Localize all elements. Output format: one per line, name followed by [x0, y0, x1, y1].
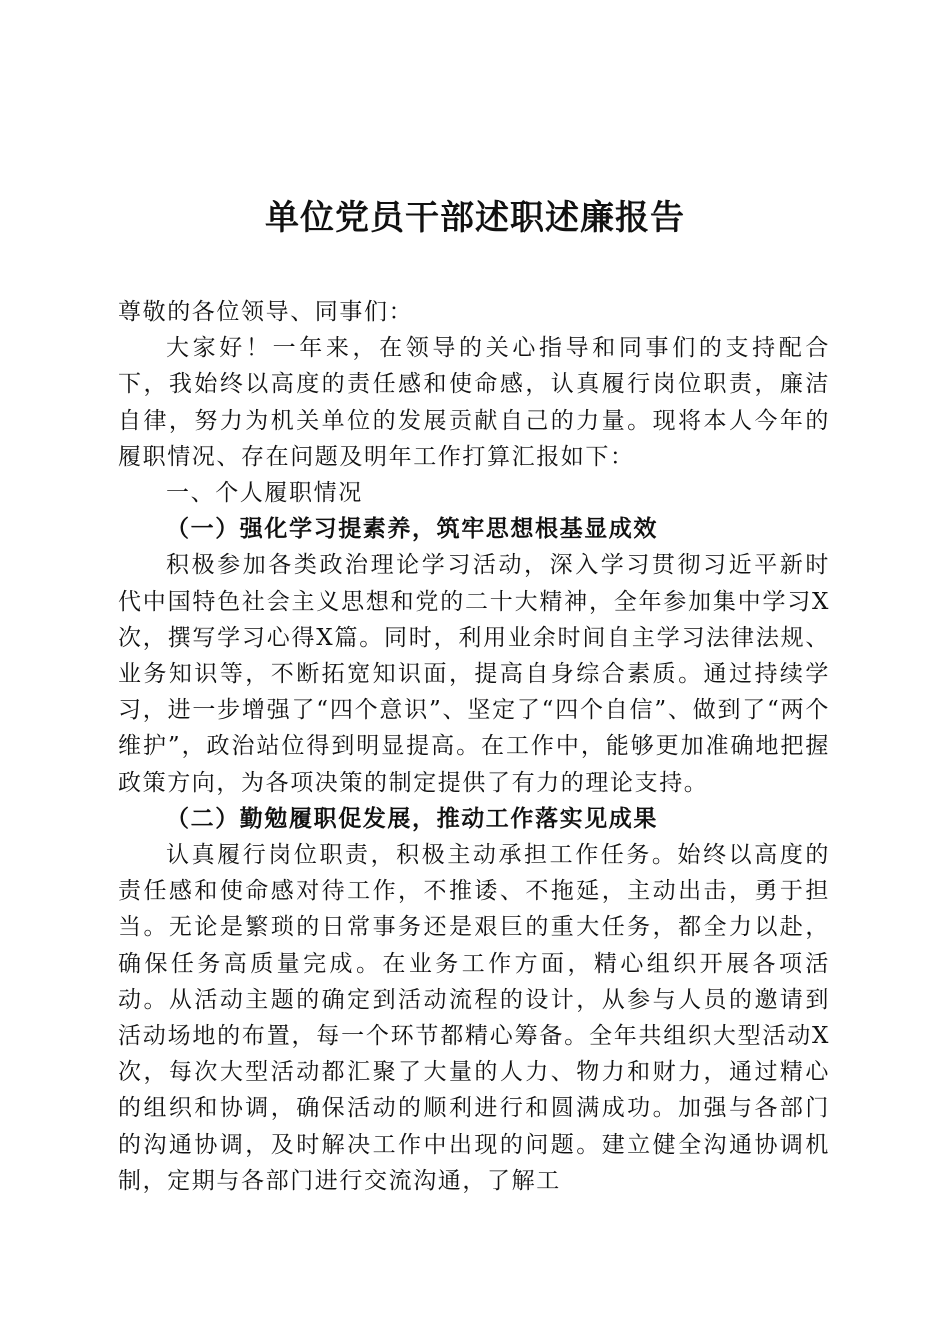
body-paragraph: 积极参加各类政治理论学习活动，深入学习贯彻习近平新时代中国特色社会主义思想和党的二十大精神，全年参加集中学习X次，撰写学习心得X篇。同时，利用业余时间自主学习法律法规、业务知识等，不断拓宽知识面，提高自身综合素质。通过持续学习，进一步增强了“四个意识”、坚定了“四个自信”、做到了“两个维护”，政治站位得到明显提高。在工作中，能够更加准确地把握政策方向，为各项决策的制定提供了有力的理论支持。 [118, 552, 830, 796]
section-heading: 一、个人履职情况 [166, 480, 363, 507]
intro-paragraph: 大家好！一年来，在领导的关心指导和同事们的支持配合下，我始终以高度的责任感和使命感，认真履行岗位职责，廉洁自律，努力为机关单位的发展贡献自己的力量。现将本人今年的履职情况、存在问题及明年工作打算汇报如下： [118, 335, 830, 470]
subsection-heading: （二）勤勉履职促发展，推动工作落实见成果 [166, 804, 658, 832]
document-body [118, 294, 830, 1199]
document-title: 单位党员干部述职述廉报告 [265, 198, 685, 238]
body-paragraph: 认真履行岗位职责，积极主动承担工作任务。始终以高度的责任感和使命感对待工作，不推诿、不拖延，主动出击，勇于担当。无论是繁琐的日常事务还是艰巨的重大任务，都全力以赴，确保任务高质量完成。在业务工作方面，精心组织开展各项活动。从活动主题的确定到活动流程的设计，从参与人员的邀请到活动场地的布置，每一个环节都精心筹备。全年共组织大型活动X次，每次大型活动都汇聚了大量的人力、物力和财力，通过精心的组织和协调，确保活动的顺利进行和圆满成功。加强与各部门的沟通协调，及时解决工作中出现的问题。建立健全沟通协调机制，定期与各部门进行交流沟通，了解工 [118, 842, 830, 1194]
salutation: 尊敬的各位领导、同事们： [118, 299, 414, 325]
subsection-heading: （一）强化学习提素养，筑牢思想根基显成效 [166, 515, 658, 543]
